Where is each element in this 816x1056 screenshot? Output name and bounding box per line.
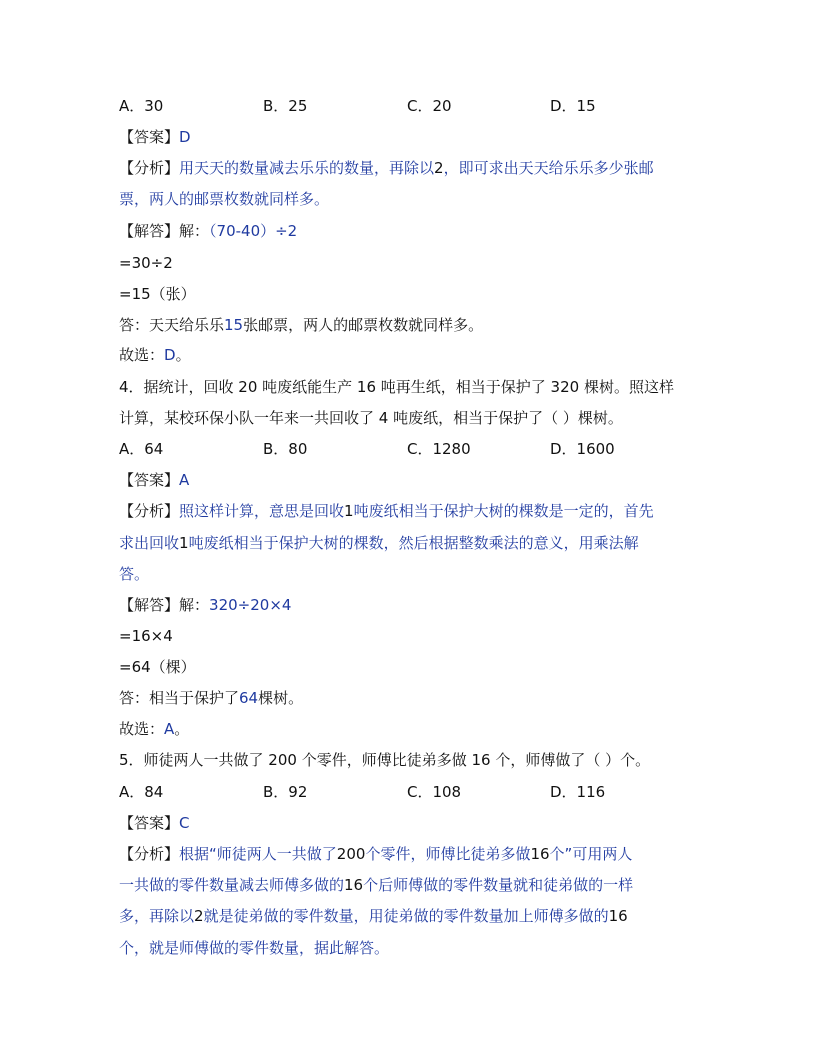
analysis-text: 照这样计算，意思是回收 — [179, 502, 345, 520]
solution-label: 解： — [179, 596, 210, 614]
q4-analysis-line-2 — [119, 533, 639, 553]
q4-option-b: B．80 — [263, 440, 308, 458]
q3-reply — [119, 315, 483, 335]
q5-option-d: D．116 — [550, 783, 606, 801]
q4-choice — [119, 719, 189, 739]
step-unit: （张） — [150, 285, 196, 303]
q3-choice — [119, 345, 191, 365]
answer-tag: 【答案】 — [119, 128, 180, 146]
q4-stem-line-1: 4．据统计，回收 20 吨废纸能生产 16 吨再生纸，相当于保护了 320 棵树。照这样 — [119, 378, 674, 396]
analysis-number: 2 — [194, 907, 204, 925]
answer-value: C — [179, 814, 190, 832]
step-unit: （棵） — [150, 658, 196, 676]
q3-option-c: C．20 — [407, 97, 452, 115]
q4-step-1: =16×4 — [119, 627, 173, 645]
choice-value: A — [164, 720, 175, 738]
reply-text: 张邮票，两人的邮票枚数就同样多。 — [243, 316, 484, 334]
choice-value: D — [164, 346, 176, 364]
q5-option-a: A．84 — [119, 783, 164, 801]
solution-expression: 320÷20×4 — [209, 596, 292, 614]
q3-option-a: A．30 — [119, 97, 164, 115]
reply-text: 棵树。 — [258, 689, 304, 707]
solution-tag: 【解答】 — [119, 222, 180, 240]
step-value: =64 — [119, 658, 151, 676]
analysis-text: 吨废纸相当于保护大树的棵数是一定的，首先 — [353, 502, 654, 520]
q4-option-c: C．1280 — [407, 440, 471, 458]
analysis-text: 个”可用两人 — [549, 845, 633, 863]
reply-text: 答：天天给乐乐 — [119, 316, 225, 334]
answer-tag: 【答案】 — [119, 471, 180, 489]
answer-value: D — [179, 128, 191, 146]
analysis-text: 个零件，师傅比徒弟多做 — [365, 845, 531, 863]
analysis-text: 吨废纸相当于保护大树的棵数，然后根据整数乘法的意义，用乘法解 — [188, 534, 639, 552]
choice-label: 故选： — [119, 346, 165, 364]
analysis-text: 多，再除以 — [119, 907, 195, 925]
analysis-number: 16 — [530, 845, 550, 863]
analysis-number: 16 — [608, 907, 628, 925]
analysis-tag: 【分析】 — [119, 502, 180, 520]
reply-number: 15 — [224, 316, 244, 334]
q3-answer — [119, 127, 191, 147]
q4-analysis-line-3: 答。 — [119, 565, 150, 583]
solution-tag: 【解答】 — [119, 596, 180, 614]
q3-analysis-line-1 — [119, 158, 654, 178]
q3-solution — [119, 221, 297, 241]
q3-option-d: D．15 — [550, 97, 596, 115]
analysis-text: 根据“师徒两人一共做了 — [179, 845, 337, 863]
q4-option-a: A．64 — [119, 440, 164, 458]
analysis-text: 个后师傅做的零件数量就和徒弟做的一样 — [363, 876, 634, 894]
q3-analysis-line-2: 票，两人的邮票枚数就同样多。 — [119, 190, 330, 208]
q4-answer — [119, 470, 189, 490]
solution-expression: （70-40）÷2 — [209, 222, 298, 240]
answer-tag: 【答案】 — [119, 814, 180, 832]
choice-period: 。 — [175, 346, 191, 364]
q4-reply — [119, 688, 303, 708]
q5-analysis-line-2 — [119, 875, 633, 895]
q3-option-b: B．25 — [263, 97, 308, 115]
analysis-text: ，即可求出天天给乐乐多少张邮 — [443, 159, 654, 177]
choice-label: 故选： — [119, 720, 165, 738]
q4-stem-line-2: 计算，某校环保小队一年来一共回收了 4 吨废纸，相当于保护了（ ）棵树。 — [119, 409, 623, 427]
q4-step-2 — [119, 657, 196, 677]
q5-option-b: B．92 — [263, 783, 308, 801]
q5-analysis-line-4: 个，就是师傅做的零件数量，据此解答。 — [119, 939, 390, 957]
q4-solution — [119, 595, 291, 615]
q5-option-c: C．108 — [407, 783, 462, 801]
analysis-number: 1 — [179, 534, 189, 552]
solution-label: 解： — [179, 222, 210, 240]
q5-answer — [119, 813, 190, 833]
q5-analysis-line-1 — [119, 844, 632, 864]
analysis-text: 一共做的零件数量减去师傅多做的 — [119, 876, 345, 894]
reply-number: 64 — [239, 689, 259, 707]
analysis-number: 200 — [336, 845, 366, 863]
reply-text: 答：相当于保护了 — [119, 689, 240, 707]
q5-stem-line-1: 5．师徒两人一共做了 200 个零件，师傅比徒弟多做 16 个，师傅做了（ ）个。 — [119, 751, 651, 769]
answer-value: A — [179, 471, 190, 489]
q4-analysis-line-1 — [119, 501, 654, 521]
q5-analysis-line-3 — [119, 906, 628, 926]
q3-step-2 — [119, 284, 196, 304]
step-value: =15 — [119, 285, 151, 303]
q3-step-1: =30÷2 — [119, 254, 173, 272]
choice-period: 。 — [174, 720, 190, 738]
q4-option-d: D．1600 — [550, 440, 615, 458]
analysis-number: 1 — [344, 502, 354, 520]
analysis-text: 就是徒弟做的零件数量，用徒弟做的零件数量加上师傅多做的 — [203, 907, 609, 925]
analysis-tag: 【分析】 — [119, 845, 180, 863]
analysis-number: 2 — [434, 159, 444, 177]
analysis-text: 用天天的数量减去乐乐的数量，再除以 — [179, 159, 435, 177]
analysis-tag: 【分析】 — [119, 159, 180, 177]
analysis-number: 16 — [344, 876, 364, 894]
analysis-text: 求出回收 — [119, 534, 180, 552]
